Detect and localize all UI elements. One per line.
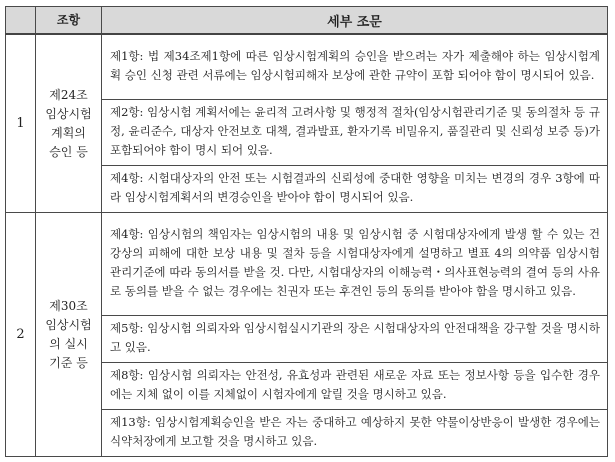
row-number: 2 (6, 213, 36, 457)
regulation-table (5, 6, 608, 457)
clause-text: 제2항: 임상시험 계획서에는 윤리적 고려사항 및 행정적 절차(임상시험관리기준 및 동의절차 등 규정, 윤리준수, 대상자 안전보호 대책, 결과발표, 환자기록 비밀유지, 품질관리 및 신뢰성 보증 등)가 포함되어야 함이 명시 되어 있음. (102, 100, 608, 166)
header-detail-cell: 세부 조문 (102, 7, 608, 35)
table-row (6, 34, 608, 100)
table-header-row (6, 7, 608, 35)
clause-text: 제1항: 법 제34조제1항에 따른 임상시험계획의 승인을 받으려는 자가 제출해야 하는 임상시험계획 승인 신청 관련 서류에는 임상시험피해자 보상에 관한 규약이 포함 되어야 함이 명시되어 있음. (102, 34, 608, 100)
clause-text: 제13항: 임상시험계획승인을 받은 자는 중대하고 예상하지 못한 약물이상반응이 발생한 경우에는 식약처장에게 보고할 것을 명시하고 있음. (102, 410, 608, 457)
clause-text: 제4항: 임상시험의 책임자는 임상시험의 내용 및 임상시험 중 시험대상자에게 발생 할 수 있는 건강상의 피해에 대한 보상 내용 및 절차 등을 시험대상자에게 설명하고 별표 4의 의약품 임상시험 관리기준에 따라 동의서를 받을 것. 다만, 시험대상자의 이해능력・의사표현능력의 결여 등의 사유로 동의를 받을 수 없는 경우에는 친권자 또는 후견인 등의 동의를 받아야 함을 명시하고 있음. (102, 213, 608, 316)
row-number: 1 (6, 34, 36, 213)
article-title: 제30조 임상시험 의 실시 기준 등 (36, 213, 102, 457)
table-row (6, 213, 608, 316)
clause-text: 제4항: 시험대상자의 안전 또는 시험결과의 신뢰성에 중대한 영향을 미치는 변경의 경우 3항에 따라 임상시험계획서의 변경승인을 받아야 함이 명시되어 있음. (102, 166, 608, 213)
clause-text: 제5항: 임상시험 의뢰자와 임상시험실시기관의 장은 시험대상자의 안전대책을 강구할 것을 명시하고 있음. (102, 316, 608, 363)
article-title: 제24조 임상시험 계획의 승인 등 (36, 34, 102, 213)
header-article-cell: 조항 (36, 7, 102, 35)
header-number-cell (6, 7, 36, 35)
clause-text: 제8항: 임상시험 의뢰자는 안전성, 유효성과 관련된 새로운 자료 또는 정보사항 등을 입수한 경우에는 지체 없이 이를 지체없이 시험자에게 알릴 것을 명시하고 있음. (102, 363, 608, 410)
